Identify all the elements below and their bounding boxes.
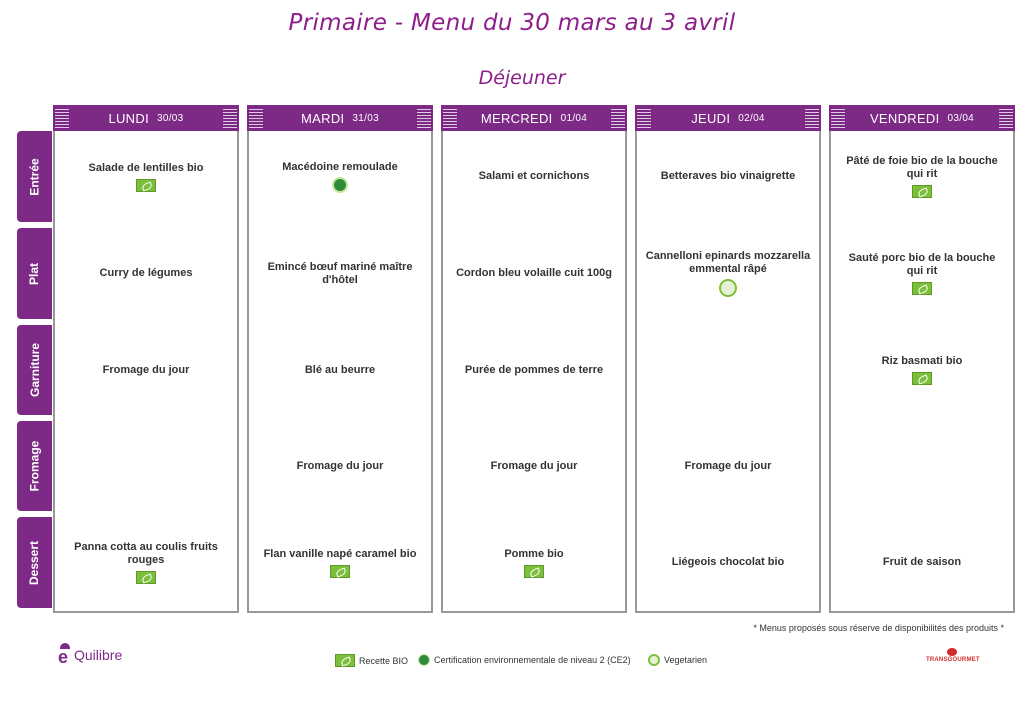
- menu-cell: [55, 421, 237, 511]
- menu-item-text: Flan vanille napé caramel bio: [263, 547, 417, 560]
- row-label-text: Entrée: [27, 157, 42, 196]
- day-header-3: [635, 105, 821, 131]
- page-title: Primaire - Menu du 30 mars au 3 avril: [288, 10, 736, 36]
- menu-cell: [55, 325, 237, 415]
- menu-cell: [443, 421, 625, 511]
- bio-leaf-icon: [524, 565, 544, 578]
- menu-item-text: Salami et cornichons: [478, 170, 590, 182]
- menu-cell: [831, 131, 1013, 222]
- row-label-fromage: [17, 421, 52, 511]
- transgourmet-mark-icon: [947, 648, 957, 656]
- day-name: MARDI: [301, 110, 345, 126]
- bio-leaf-icon: [912, 282, 932, 295]
- menu-cell: [637, 131, 819, 222]
- menu-cell: [637, 228, 819, 319]
- row-label-entree: [17, 131, 52, 222]
- bio-leaf-icon: [912, 372, 932, 385]
- day-date: 02/04: [738, 112, 765, 124]
- row-label-dessert: [17, 517, 52, 608]
- day-header-4: [829, 105, 1015, 131]
- menu-cell: [55, 131, 237, 222]
- legend-ce2-label: Certification environnementale de niveau 2 (CE2): [434, 655, 631, 665]
- menu-item-text: Betteraves bio vinaigrette: [660, 170, 796, 182]
- menu-item-text: Sauté porc bio de la bouche qui rit: [848, 252, 996, 277]
- day-date: 01/04: [560, 112, 588, 124]
- chef-hat-icon: [58, 643, 72, 667]
- vegetarian-icon: [648, 654, 660, 666]
- vegetarian-icon: [719, 279, 737, 297]
- menu-cell: [249, 325, 431, 415]
- menu-cell: [443, 325, 625, 415]
- menu-cell: [443, 131, 625, 222]
- menu-item-text: Fruit de saison: [882, 556, 962, 568]
- day-name: MERCREDI: [480, 110, 553, 126]
- menu-cell: [55, 517, 237, 608]
- row-label-text: Dessert: [27, 540, 42, 585]
- menu-cell: [249, 131, 431, 222]
- row-label-text: Plat: [27, 262, 42, 285]
- menu-item-text: Curry de légumes: [99, 267, 193, 279]
- legend-veg: [648, 654, 707, 666]
- menu-item-text: Purée de pommes de terre: [464, 363, 604, 376]
- menu-item-text: Cordon bleu volaille cuit 100g: [456, 267, 612, 279]
- menu-item-text: Pâté de foie bio de la bouche qui rit: [846, 155, 998, 180]
- menu-item-text: Cannelloni epinards mozzarella emmental râpé: [645, 250, 811, 275]
- menu-cell: [443, 517, 625, 608]
- menu-cell: [637, 325, 819, 415]
- day-date: 03/04: [947, 112, 975, 124]
- menu-item-text: Fromage du jour: [684, 459, 772, 472]
- menu-item-text: Fromage du jour: [490, 459, 578, 472]
- legend-veg-label: Vegetarien: [664, 655, 708, 665]
- menu-cell: [249, 421, 431, 511]
- legend-bio-label: Recette BIO: [359, 655, 409, 666]
- menu-item-text: Riz basmati bio: [881, 355, 963, 367]
- row-label-plat: [17, 228, 52, 319]
- menu-cell: [55, 228, 237, 319]
- row-label-text: Garniture: [27, 342, 42, 398]
- menu-cell: [249, 517, 431, 608]
- day-date: 31/03: [352, 112, 379, 124]
- menu-item-text: Fromage du jour: [102, 363, 190, 376]
- menu-cell: [637, 421, 819, 511]
- legend-bio: [335, 654, 408, 667]
- menu-item-text: Macédoine remoulade: [282, 160, 398, 173]
- menu-item-text: Emincé bœuf mariné maître d'hôtel: [267, 260, 413, 286]
- menu-item-text: Pomme bio: [504, 547, 564, 560]
- menu-item-text: Fromage du jour: [296, 459, 384, 472]
- bio-leaf-icon: [330, 565, 350, 578]
- brand-right-text: TRANSGOURMET: [926, 657, 980, 663]
- menu-cell: [249, 228, 431, 319]
- menu-item-text: Blé au beurre: [304, 363, 376, 376]
- e-quilibre-logo: [58, 643, 122, 667]
- day-date: 30/03: [156, 112, 184, 124]
- bio-leaf-icon: [912, 185, 932, 198]
- legend-ce2: [418, 654, 631, 666]
- ce2-icon: [332, 177, 348, 193]
- row-label-text: Fromage: [27, 440, 42, 492]
- menu-item-text: Salade de lentilles bio: [88, 161, 204, 174]
- bio-leaf-icon: [335, 654, 355, 667]
- bio-leaf-icon: [136, 571, 156, 584]
- bio-leaf-icon: [136, 179, 156, 192]
- menu-cell: [637, 517, 819, 608]
- ce2-icon: [418, 654, 430, 666]
- day-name: JEUDI: [691, 110, 731, 126]
- row-label-garniture: [17, 325, 52, 415]
- day-header-1: [247, 105, 433, 131]
- day-name: VENDREDI: [869, 110, 940, 126]
- transgourmet-logo: [926, 648, 978, 663]
- page-subtitle: Déjeuner: [478, 67, 566, 89]
- menu-item-text: Liégeois chocolat bio: [671, 556, 785, 568]
- menu-cell: [831, 325, 1013, 415]
- brand-left-text: Quilibre: [74, 647, 123, 663]
- menu-cell: [831, 421, 1013, 511]
- day-header-2: [441, 105, 627, 131]
- footnote: * Menus proposés sous réserve de disponibilités des produits *: [753, 623, 1004, 633]
- menu-item-text: Panna cotta au coulis fruits rouges: [74, 541, 218, 566]
- day-name: LUNDI: [108, 110, 149, 126]
- menu-cell: [443, 228, 625, 319]
- menu-cell: [831, 228, 1013, 319]
- menu-cell: [831, 517, 1013, 608]
- day-header-0: [53, 105, 239, 131]
